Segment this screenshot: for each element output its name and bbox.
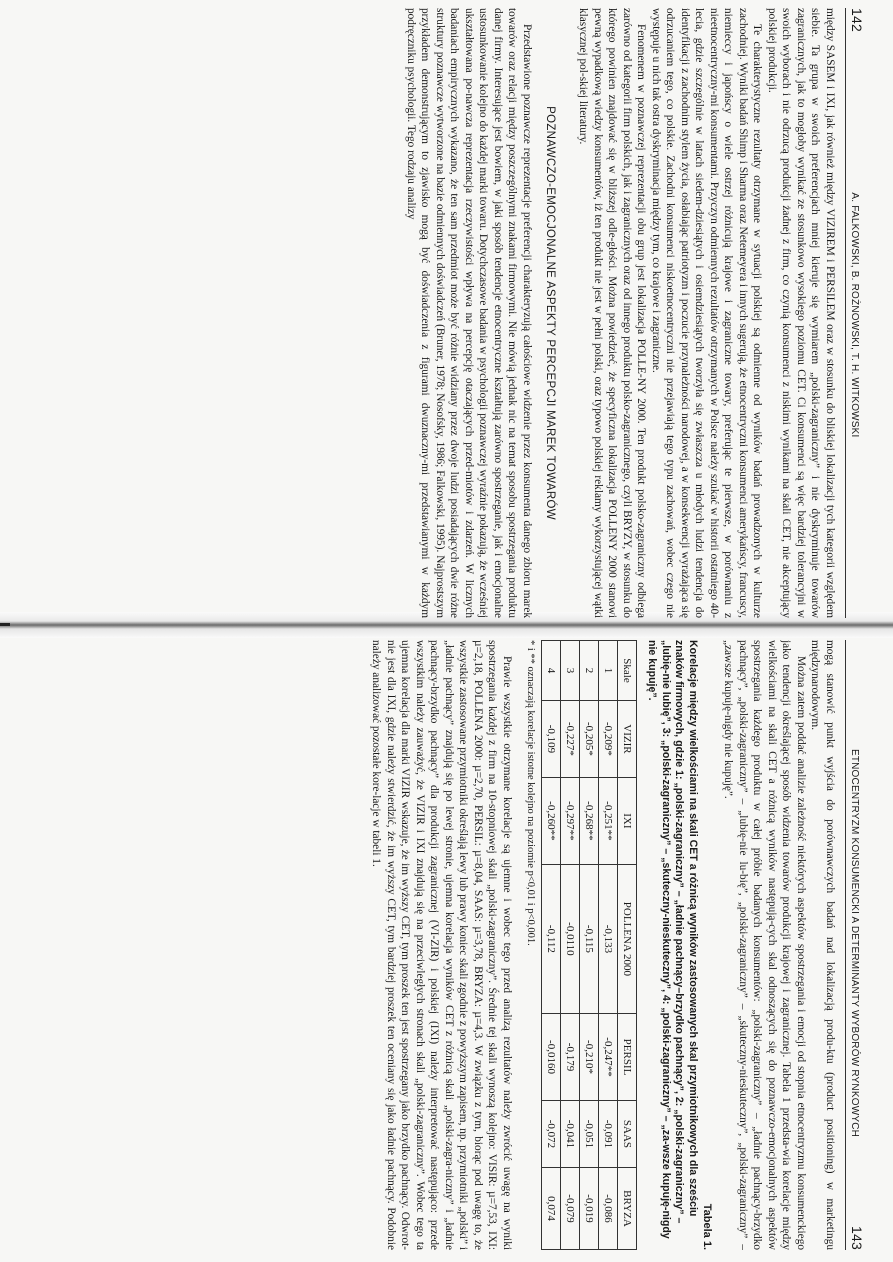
- section-heading: POZNAWCZO-EMOCJONALNE ASPEKTY PERCEPCJI MAREK TOWARÓW: [544, 106, 556, 520]
- table-footnote: [524, 640, 537, 1250]
- running-head-title: ETNOCENTRYZM KONSUMENCKI A DETERMINANTY WYBORÓW RYNKOWYCH: [849, 748, 860, 1138]
- table-cell: -0,297**: [561, 777, 580, 864]
- paragraph: Prawie wszystkie otrzymane korelacje są ujemne i wobec tego przed analizą rezultatów należy zwrócić uwagę na wyniki spostrzegania każdej z firm na 10-stopniowej skali „polski-zagraniczny”. Średnie tej skali wynoszą kolejno: VISIR: µ=7,53, IXI: µ=2,18, POLLENA 2000: µ=2,70, PERSIL: µ=8,04, SAAS: µ=3,78, BRYZA: µ=4,3. W związku z tym, biorąc pod uwagę to, że wszystkie zastosowane przymiotniki określają lewy lub prawy koniec skali zgodnie z powyższym zapisem, np. przymiotniki „polski” i „ładnie pachnący” znajdują się po lewej stronie, ujemna korelacja wyników CET z różnicą skali „polski-zagra-niczny” i „ładnie pachnący-brzydko pachnący” dla produkcji zagranicznej (VI-ZIR) i polskiej (IXI) należy interpretować następująco: przede wszystkim należy zauważyć, że VIZIR i IXI znajdują się na przeciwległych stronach skali „polski-zagraniczny”. Wobec tego ta ujemna korelacja dla marki VIZIR wskazuje, że im wyższy CET, tym proszek ten jest spostrzegany jako brzydko pachnący. Odwrot-nie jest dla IXI, gdzie należy stwierdzić, że im wyższy CET, tym bardziej proszek ten oceniany się jako ładnie pachnący. Podobnie należy analizować pozostałe kore-lacje w tabeli 1.: [370, 640, 513, 1250]
- table-cell: -0,0110: [561, 864, 580, 1013]
- paragraph: między SASEM i IXI, jak również między VIZIREM i PERSILEM oraz w stosunku do bliskiej lokalizacji tych kategorii względem siebie. Ta grupa w swoich preferencjach mniej kieruje się wymiarem „polski-zagraniczny” i nie dyskryminuje towarów zagranicznych, jak to mogłoby wynikać ze stosunkowo wysokiego poziomu CET. Ci konsumenci są więc bardziej tolerancyjni w swoich wyborach i nie odrzucą produkcji żadnej z firm, co czynią konsumenci z niskimi wynikami na skali CET, nie akceptujący polskiej produkcji.: [766, 8, 836, 618]
- table-row: [542, 641, 561, 1250]
- table-cell: -0,112: [542, 864, 561, 1013]
- table-label: Tabela 1.: [701, 1203, 713, 1250]
- paragraph: Fenomenem w poznawczej reprezentacji obu grup jest lokalizacja POLLE-NY 2000. Ten produkt polsko-zagraniczny odbiega zarówno od kategorii firm polskich, jak i zagranicznych oraz od innego produktu polsko-zagranicznego, czyli BRYZY, w stosunku do którego powinien znajdować się w bliższej odle-głości. Można powiedzieć, że specyficzna lokalizacja POLLENY 2000 stanowi pewną wypadkową wiedzy konsumentów, iż ten produkt nie jest w pełni polski, oraz typowo polskiej reklamy wykorzystującej wątki klasycznej pol-skiej literatury.: [577, 8, 648, 618]
- table-cell: 3: [561, 641, 580, 701]
- table-cell: -0,051: [580, 1100, 599, 1167]
- paragraph: mogą stanowić punkt wyjścia do porównawczych badań nad lokalizacją produ-ktu (product positioning) w marketingu międzynarodowym.: [809, 640, 836, 1250]
- table-cell: -0,109: [542, 700, 561, 777]
- scan-mark: [0, 623, 10, 626]
- table-cell: -0,091: [599, 1100, 618, 1167]
- table-cell: -0,019: [580, 1168, 599, 1250]
- table-cell: 0,074: [542, 1168, 561, 1250]
- column-header: VIZIR: [618, 700, 637, 777]
- page-number: 143: [849, 1226, 865, 1250]
- column-header: BRYZA: [618, 1168, 637, 1250]
- table-cell: -0,210*: [580, 1014, 599, 1101]
- page-142: [35, 8, 865, 618]
- table-row: [561, 641, 580, 1250]
- table-cell: -0,079: [561, 1168, 580, 1250]
- column-header: POLLENA 2000: [618, 864, 637, 1013]
- table-cell: -0,251**: [599, 777, 618, 864]
- page-body: [404, 8, 838, 618]
- paragraph: Te charakterystyczne rezultaty otrzymane w sytuacji polskiej są odmienne od wyników badań prowadzonych w kulturze zachodniej. Wyniki badań Shimp i Sharma oraz Netemeyera i innych sugerują, że etnocentryczni konsumenci amerykańscy, francuscy, niemieccy i japońscy o wiele ostrzej różnicują krajowe i zagraniczne towary, preferując te pierwsze, w porównaniu z nieetnocentryczny-mi konsumentami. Przyczyn odmiennych rezultatów otrzymanych w Polsce należy szukać w historii ostatniego 40-lecia, gdzie szczególnie w latach siedem-dziesiątych i osiemdziesiątych tworzyła się zwłaszcza u młodych ludzi tendencja do identyfikacji z zachodnim stylem życia, osłabiając patriotyzm i poczucie przynależności narodowej, a w konsekwencji wyrażająca się odrzucaniem tego, co polskie. Zachodni konsumenci niskoetnocentryczni nie przejawiają tego typu zachowań, wobec czego nie występuje u nich tak ostra dyskryminacja między tym, co krajowe i zagraniczne.: [650, 8, 764, 618]
- page-body: [369, 640, 837, 1250]
- column-header: Skale: [618, 641, 637, 701]
- column-header: IXI: [618, 777, 637, 864]
- table-cell: -0,268**: [580, 777, 599, 864]
- table-cell: -0,209*: [599, 700, 618, 777]
- table-cell: -0,227*: [561, 700, 580, 777]
- running-head-authors: A. FALKOWSKI, B. ROŻNOWSKI, T. H. WITKOWSKI: [849, 192, 860, 438]
- table-cell: -0,260**: [542, 777, 561, 864]
- running-header: [845, 640, 865, 1250]
- table-cell: -0,247**: [599, 1014, 618, 1101]
- running-header: [845, 8, 865, 618]
- footnote-text: oznaczają korelacje istotne kolejno na poziomie p<0,01 i p<0,001.: [525, 666, 536, 946]
- page-143: [35, 640, 865, 1250]
- table-cell: 4: [542, 641, 561, 701]
- page-number: 142: [849, 8, 865, 32]
- table-cell: -0,179: [561, 1014, 580, 1101]
- correlation-table: [541, 640, 637, 1250]
- paragraph: Przedstawione poznawcze reprezentacje preferencji charakteryzują całościowe widzenie przez konsumenta danego zbioru marek towarów oraz relacji między poszczególnymi znakami firmowymi. Nie mówią jednak nic na temat sposobu spostrzegania produktu danej firmy. Interesujące jest bowiem, w jaki sposób tendencje etnocentryczne kształtują zarówno spostrzeganie, jak i emocjonalne ustosunkowanie kolejno do każdej marki towaru. Dotychczasowe badania w psychologii poznawczej wyraźnie pokazują, że wcześniej ukształtowana po-nawcza reprezentacja rzeczywistości wpływa na percepcję otaczających przed-miotów i zdarzeń. W licznych badaniach empirycznych wykazano, że ten sam przedmiot może być różnie widziany przez dwoje ludzi posiadających dwie różne struktury poznawcze wytworzone na bazie odmiennych doświadczeń (Bruner, 1978; Nosofsky, 1986; Falkowski, 1995). Najprostszym przykładem demonstrującym to zjawisko mogą być doświadczenia z figurami dwuznaczny-mi przedstawianymi w każdym podręczniku psychologii. Tego rodzaju analizy: [405, 8, 533, 618]
- table-cell: -0,072: [542, 1100, 561, 1167]
- table-cell: -0,133: [599, 864, 618, 1013]
- table-caption: Korelacje między wielkościami na skali CET a różnicą wyników zastosowanych skal przymiotnikowych dla sześciu znaków firmowych, gdzie 1: „polski-zagraniczny” – „ładnie pachnący–brzydko pachnący”, 2: „polski-zagraniczny” – „lubię-nie lubię”, 3: „polski-zagraniczny” – „skuteczny-nieskuteczny”, 4: „polski-zagraniczny” – „za-wsze kupuję-nigdy nie kupuję”.: [646, 640, 699, 1239]
- table-cell: -0,041: [561, 1100, 580, 1167]
- table-cell: -0,115: [580, 864, 599, 1013]
- column-header: PERSIL: [618, 1014, 637, 1101]
- table-row: [580, 641, 599, 1250]
- paragraph: Można zatem poddać analizie zależność niektórych aspektów spostrzegania i emocji od stopnia etnocentryzmu konsumenckiego jako tendencji określającej sposób widzenia towarów produkcji krajowej i zagranicznej. Tabela 1 przedsta-wia korelacje między wielkościami na skali CET a różnicą wyników następują-cych skal odnoszących się do poznawczo-emocjonalnych aspektów spostrzegania każdego produktu w całej próbie badanych konsumentów: „polski-zagraniczny” – „ładnie pachnący-brzydko pachnący”, „polski-zagraniczny” – „lubię-nie lu-bię”, „polski-zagraniczny” – „skuteczny-nieskuteczny”, „polski-zagraniczny” – „zawsze kupuję-nigdy nie kupuję”.: [722, 640, 807, 1250]
- footnote-markers: * i **: [525, 640, 536, 664]
- table-cell: 1: [599, 641, 618, 701]
- table-cell: -0,205*: [580, 700, 599, 777]
- table-header-row: [618, 641, 637, 1250]
- table-cell: -0,086: [599, 1168, 618, 1250]
- table-cell: -0,0160: [542, 1014, 561, 1101]
- table-cell: 2: [580, 641, 599, 701]
- table-row: [599, 641, 618, 1250]
- column-header: SAAS: [618, 1100, 637, 1167]
